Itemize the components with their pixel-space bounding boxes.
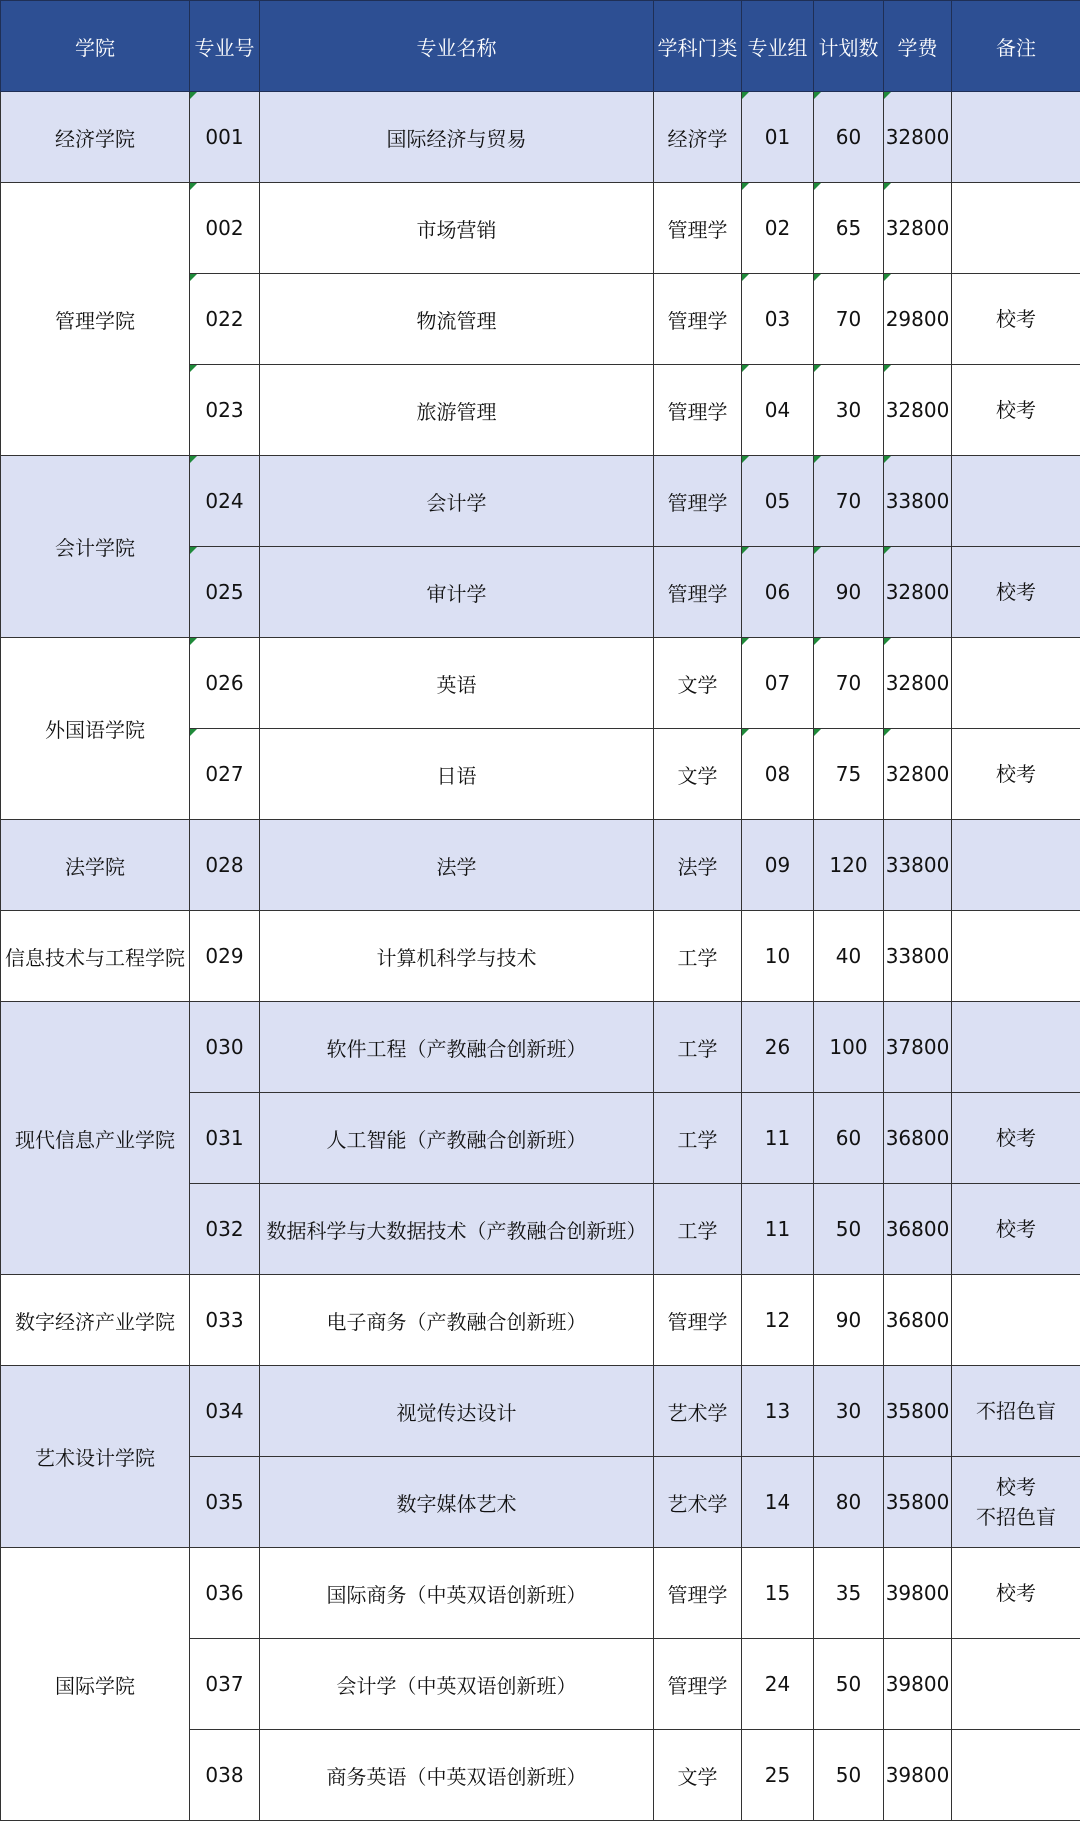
fee-cell: 39800 — [884, 1548, 952, 1639]
major-name-cell: 电子商务（产教融合创新班） — [260, 1275, 654, 1366]
plan-cell: 50 — [814, 1730, 884, 1821]
category-cell: 文学 — [654, 1730, 742, 1821]
plan-cell: 80 — [814, 1457, 884, 1548]
college-cell: 信息技术与工程学院 — [1, 911, 190, 1002]
college-cell: 法学院 — [1, 820, 190, 911]
fee-cell: 35800 — [884, 1457, 952, 1548]
category-cell: 工学 — [654, 1093, 742, 1184]
category-cell: 文学 — [654, 638, 742, 729]
table-row — [1, 1366, 1080, 1457]
fee-cell: 36800 — [884, 1184, 952, 1275]
category-cell: 管理学 — [654, 274, 742, 365]
major-name-cell: 视觉传达设计 — [260, 1366, 654, 1457]
group-cell: 09 — [742, 820, 814, 911]
category-cell: 工学 — [654, 1184, 742, 1275]
code-cell: 032 — [190, 1184, 260, 1275]
note-cell — [952, 820, 1080, 911]
category-cell: 管理学 — [654, 183, 742, 274]
code-cell: 034 — [190, 1366, 260, 1457]
table-row — [1, 638, 1080, 729]
group-cell: 26 — [742, 1002, 814, 1093]
table-row — [1, 183, 1080, 274]
note-cell: 校考 — [952, 1093, 1080, 1184]
note-cell: 校考 — [952, 1184, 1080, 1275]
major-name-cell: 会计学（中英双语创新班） — [260, 1639, 654, 1730]
header-name: 专业名称 — [260, 1, 654, 92]
header-code: 专业号 — [190, 1, 260, 92]
plan-cell: 50 — [814, 1184, 884, 1275]
table-row — [1, 1002, 1080, 1093]
college-cell: 艺术设计学院 — [1, 1366, 190, 1548]
note-cell — [952, 1275, 1080, 1366]
plan-cell: 70 — [814, 638, 884, 729]
category-cell: 管理学 — [654, 1548, 742, 1639]
category-cell: 法学 — [654, 820, 742, 911]
code-cell: 037 — [190, 1639, 260, 1730]
category-cell: 文学 — [654, 729, 742, 820]
note-cell: 校考 — [952, 1548, 1080, 1639]
note-cell: 校考 — [952, 365, 1080, 456]
code-cell: 038 — [190, 1730, 260, 1821]
note-cell — [952, 92, 1080, 183]
plan-cell: 70 — [814, 274, 884, 365]
plan-cell: 70 — [814, 456, 884, 547]
fee-cell: 36800 — [884, 1093, 952, 1184]
header-row — [1, 1, 1080, 92]
college-cell: 数字经济产业学院 — [1, 1275, 190, 1366]
fee-cell: 39800 — [884, 1730, 952, 1821]
group-cell: 08 — [742, 729, 814, 820]
code-cell: 029 — [190, 911, 260, 1002]
plan-cell: 75 — [814, 729, 884, 820]
plan-cell: 35 — [814, 1548, 884, 1639]
major-name-cell: 数字媒体艺术 — [260, 1457, 654, 1548]
fee-cell: 32800 — [884, 729, 952, 820]
note-cell: 校考 — [952, 274, 1080, 365]
code-cell: 033 — [190, 1275, 260, 1366]
plan-cell: 65 — [814, 183, 884, 274]
major-name-cell: 审计学 — [260, 547, 654, 638]
note-cell — [952, 911, 1080, 1002]
code-cell: 001 — [190, 92, 260, 183]
note-cell — [952, 1002, 1080, 1093]
header-group: 专业组 — [742, 1, 814, 92]
header-plan: 计划数 — [814, 1, 884, 92]
note-cell: 不招色盲 — [952, 1366, 1080, 1457]
fee-cell: 32800 — [884, 365, 952, 456]
group-cell: 02 — [742, 183, 814, 274]
group-cell: 07 — [742, 638, 814, 729]
header-college: 学院 — [1, 1, 190, 92]
code-cell: 024 — [190, 456, 260, 547]
group-cell: 12 — [742, 1275, 814, 1366]
college-cell: 经济学院 — [1, 92, 190, 183]
plan-cell: 60 — [814, 92, 884, 183]
plan-cell: 100 — [814, 1002, 884, 1093]
code-cell: 023 — [190, 365, 260, 456]
fee-cell: 33800 — [884, 456, 952, 547]
category-cell: 管理学 — [654, 1275, 742, 1366]
plan-cell: 30 — [814, 1366, 884, 1457]
note-cell: 校考 — [952, 547, 1080, 638]
fee-cell: 32800 — [884, 638, 952, 729]
major-name-cell: 国际经济与贸易 — [260, 92, 654, 183]
group-cell: 11 — [742, 1184, 814, 1275]
category-cell: 管理学 — [654, 365, 742, 456]
major-name-cell: 英语 — [260, 638, 654, 729]
plan-cell: 90 — [814, 547, 884, 638]
college-cell: 管理学院 — [1, 183, 190, 456]
group-cell: 15 — [742, 1548, 814, 1639]
major-name-cell: 国际商务（中英双语创新班） — [260, 1548, 654, 1639]
major-name-cell: 软件工程（产教融合创新班） — [260, 1002, 654, 1093]
plan-cell: 30 — [814, 365, 884, 456]
fee-cell: 32800 — [884, 92, 952, 183]
table-row — [1, 92, 1080, 183]
group-cell: 10 — [742, 911, 814, 1002]
header-category: 学科门类 — [654, 1, 742, 92]
major-name-cell: 法学 — [260, 820, 654, 911]
group-cell: 03 — [742, 274, 814, 365]
major-name-cell: 市场营销 — [260, 183, 654, 274]
code-cell: 002 — [190, 183, 260, 274]
note-cell: 校考 — [952, 729, 1080, 820]
plan-cell: 40 — [814, 911, 884, 1002]
major-name-cell: 日语 — [260, 729, 654, 820]
category-cell: 管理学 — [654, 1639, 742, 1730]
table-row — [1, 1275, 1080, 1366]
major-name-cell: 计算机科学与技术 — [260, 911, 654, 1002]
major-name-cell: 数据科学与大数据技术（产教融合创新班） — [260, 1184, 654, 1275]
code-cell: 030 — [190, 1002, 260, 1093]
note-line-2: 不招色盲 — [952, 1502, 1080, 1532]
note-cell — [952, 638, 1080, 729]
group-cell: 25 — [742, 1730, 814, 1821]
group-cell: 01 — [742, 92, 814, 183]
plan-cell: 90 — [814, 1275, 884, 1366]
header-note: 备注 — [952, 1, 1080, 92]
college-cell: 会计学院 — [1, 456, 190, 638]
fee-cell: 33800 — [884, 911, 952, 1002]
college-cell: 外国语学院 — [1, 638, 190, 820]
group-cell: 11 — [742, 1093, 814, 1184]
plan-cell: 50 — [814, 1639, 884, 1730]
note-cell — [952, 1457, 1080, 1548]
group-cell: 05 — [742, 456, 814, 547]
plan-cell: 60 — [814, 1093, 884, 1184]
major-name-cell: 商务英语（中英双语创新班） — [260, 1730, 654, 1821]
code-cell: 028 — [190, 820, 260, 911]
fee-cell: 32800 — [884, 183, 952, 274]
fee-cell: 36800 — [884, 1275, 952, 1366]
code-cell: 022 — [190, 274, 260, 365]
table-row — [1, 820, 1080, 911]
major-name-cell: 人工智能（产教融合创新班） — [260, 1093, 654, 1184]
category-cell: 工学 — [654, 911, 742, 1002]
note-cell — [952, 183, 1080, 274]
major-name-cell: 旅游管理 — [260, 365, 654, 456]
category-cell: 艺术学 — [654, 1366, 742, 1457]
group-cell: 14 — [742, 1457, 814, 1548]
fee-cell: 37800 — [884, 1002, 952, 1093]
note-cell — [952, 1730, 1080, 1821]
major-name-cell: 会计学 — [260, 456, 654, 547]
fee-cell: 29800 — [884, 274, 952, 365]
table-row — [1, 1548, 1080, 1639]
fee-cell: 33800 — [884, 820, 952, 911]
header-fee: 学费 — [884, 1, 952, 92]
code-cell: 027 — [190, 729, 260, 820]
group-cell: 04 — [742, 365, 814, 456]
code-cell: 036 — [190, 1548, 260, 1639]
category-cell: 管理学 — [654, 547, 742, 638]
note-line-1: 校考 — [952, 1472, 1080, 1502]
fee-cell: 39800 — [884, 1639, 952, 1730]
table-row — [1, 456, 1080, 547]
fee-cell: 32800 — [884, 547, 952, 638]
note-cell — [952, 1639, 1080, 1730]
group-cell: 24 — [742, 1639, 814, 1730]
group-cell: 13 — [742, 1366, 814, 1457]
college-cell: 国际学院 — [1, 1548, 190, 1821]
note-cell — [952, 456, 1080, 547]
category-cell: 工学 — [654, 1002, 742, 1093]
code-cell: 031 — [190, 1093, 260, 1184]
major-name-cell: 物流管理 — [260, 274, 654, 365]
group-cell: 06 — [742, 547, 814, 638]
code-cell: 025 — [190, 547, 260, 638]
category-cell: 艺术学 — [654, 1457, 742, 1548]
code-cell: 026 — [190, 638, 260, 729]
fee-cell: 35800 — [884, 1366, 952, 1457]
category-cell: 经济学 — [654, 92, 742, 183]
plan-cell: 120 — [814, 820, 884, 911]
category-cell: 管理学 — [654, 456, 742, 547]
code-cell: 035 — [190, 1457, 260, 1548]
table-row — [1, 911, 1080, 1002]
college-cell: 现代信息产业学院 — [1, 1002, 190, 1275]
